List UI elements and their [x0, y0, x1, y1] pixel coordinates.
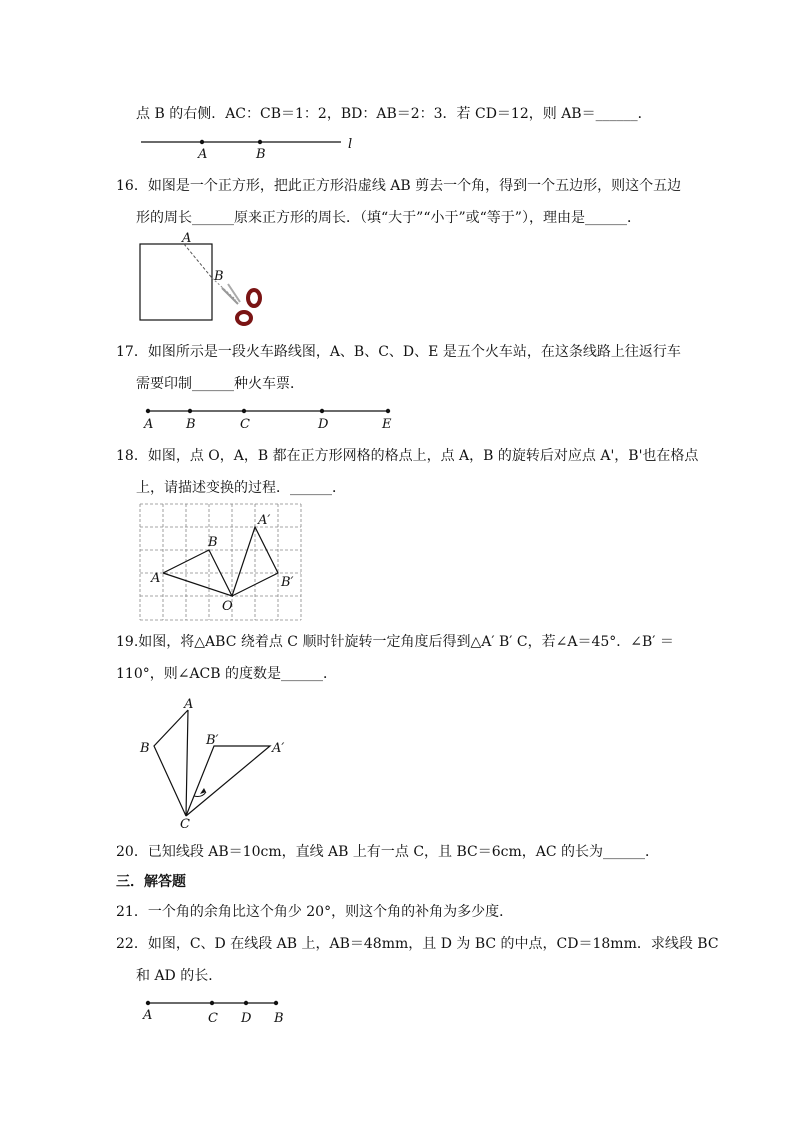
- q22-figure: [136, 994, 296, 1028]
- q17-line-1: 17．如图所示是一段火车路线图，A、B、C、D、E 是五个火车站，在这条线路上往返行车: [116, 344, 681, 360]
- fig19-label-b: B: [140, 741, 150, 756]
- q17-line-2: 需要印制______种火车票．: [136, 376, 304, 392]
- q19-line-1: 19.如图，将△ABC 绕着点 C 顺时针旋转一定角度后得到△A′ B′ C，若∠A＝45°．∠B′ ＝: [116, 634, 674, 650]
- fig17-label-b: B: [186, 417, 196, 432]
- q18-line-1: 18．如图，点 O，A，B 都在正方形网格的格点上，点 A，B 的旋转后对应点 A'，B'也在格点: [116, 448, 699, 464]
- fig15-label-a: A: [198, 147, 208, 162]
- fig18-label-b-prime: B′: [281, 575, 294, 590]
- q17-figure: [136, 402, 406, 434]
- fig22-label-d: D: [241, 1011, 252, 1026]
- q16-line-2: 形的周长______原来正方形的周长．（填“大于”“小于”或“等于”），理由是______．: [136, 210, 641, 226]
- fig22-label-c: C: [208, 1011, 218, 1026]
- fig17-label-c: C: [240, 417, 250, 432]
- fig17-label-e: E: [382, 417, 392, 432]
- q19-line-2: 110°，则∠ACB 的度数是______．: [116, 666, 338, 682]
- fig15-label-l: l: [348, 137, 353, 152]
- q18-line-2: 上，请描述变换的过程．______．: [136, 480, 346, 496]
- q16-figure: [136, 232, 276, 332]
- q20-text: 20．已知线段 AB＝10cm，直线 AB 上有一点 C，且 BC＝6cm，AC 的长为______．: [116, 844, 660, 860]
- fig19-label-b-prime: B′: [206, 733, 219, 748]
- fig19-label-a: A: [184, 697, 194, 712]
- q22-line-1: 22．如图，C、D 在线段 AB 上，AB＝48mm，且 D 为 BC 的中点，CD＝18mm．求线段 BC: [116, 936, 719, 952]
- scissors-icon: [222, 284, 260, 324]
- q21-text: 21．一个角的余角比这个角少 20°，则这个角的补角为多少度．: [116, 904, 514, 920]
- q15-figure: [136, 132, 366, 162]
- fig19-label-c: C: [180, 817, 190, 832]
- q22-line-2: 和 AD 的长．: [136, 968, 223, 984]
- fig16-label-a: A: [182, 232, 192, 246]
- q19-figure: [134, 694, 294, 832]
- section-heading: 三．解答题: [116, 874, 186, 890]
- fig17-label-a: A: [144, 417, 154, 432]
- fig17-label-d: D: [318, 417, 329, 432]
- fig15-label-b: B: [256, 147, 266, 162]
- fig22-label-a: A: [143, 1008, 153, 1023]
- fig18-label-a-prime: A′: [258, 513, 271, 528]
- fig22-label-b: B: [274, 1011, 284, 1026]
- fig19-label-a-prime: A′: [272, 741, 285, 756]
- fig18-label-a: A: [151, 571, 161, 586]
- fig18-label-b: B: [208, 535, 218, 550]
- q15-text: 点 B 的右侧．AC：CB＝1：2，BD：AB＝2：3．若 CD＝12，则 AB＝______．: [136, 106, 652, 122]
- fig18-label-o: O: [222, 599, 233, 614]
- q16-line-1: 16．如图是一个正方形，把此正方形沿虚线 AB 剪去一个角，得到一个五边形，则这个五边: [116, 178, 682, 194]
- fig16-label-b: B: [214, 269, 224, 284]
- q18-figure: [136, 500, 312, 624]
